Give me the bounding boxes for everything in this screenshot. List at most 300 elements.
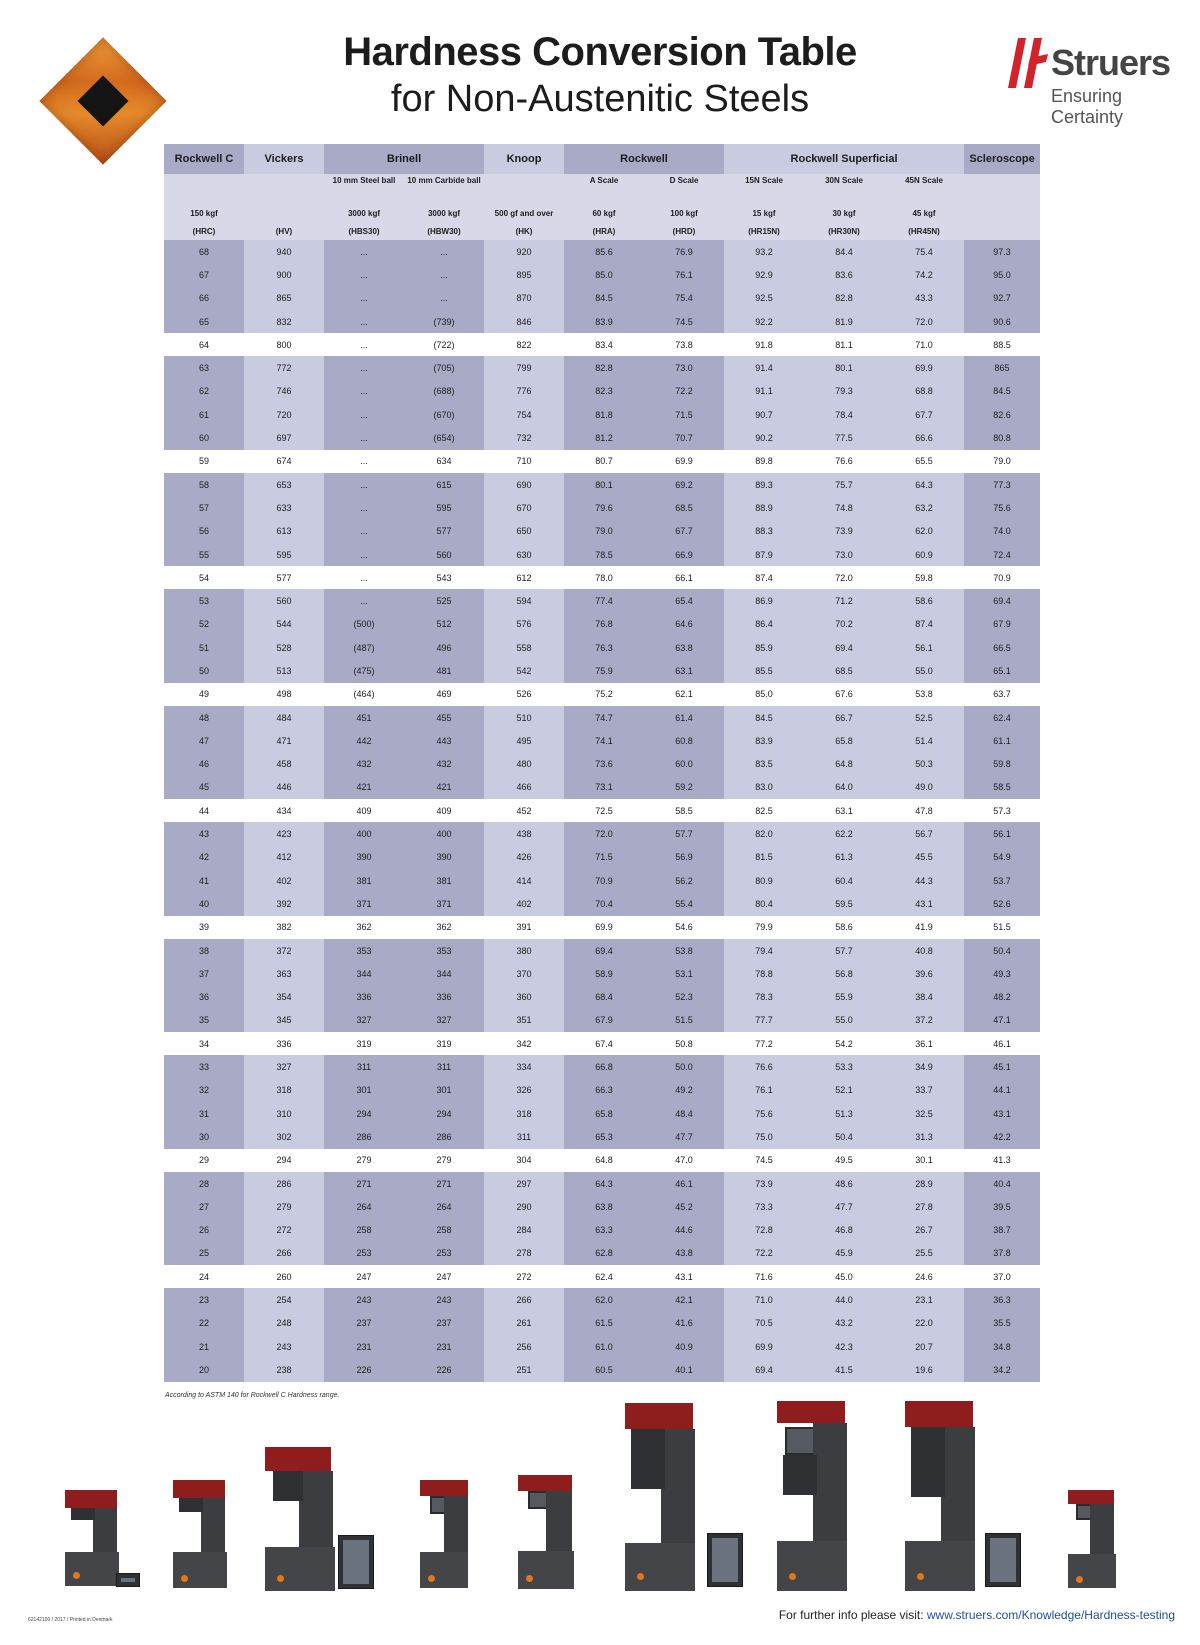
table-cell: 72.2 — [644, 380, 724, 403]
table-cell: 279 — [244, 1195, 324, 1218]
brand-tagline: Ensuring Certainty — [1051, 86, 1124, 127]
table-cell: (654) — [404, 426, 484, 449]
hardness-tester-image — [1068, 1490, 1116, 1592]
table-cell: 64.8 — [804, 753, 884, 776]
table-cell: 61.5 — [564, 1312, 644, 1335]
subheader-a-scale: A Scale — [564, 174, 644, 204]
table-cell: 68 — [164, 240, 244, 263]
table-cell: 67.9 — [564, 1009, 644, 1032]
table-cell: 271 — [404, 1172, 484, 1195]
table-cell: (464) — [324, 683, 404, 706]
table-cell: ... — [404, 240, 484, 263]
table-cell: 48.4 — [644, 1102, 724, 1125]
table-cell: 75.4 — [644, 287, 724, 310]
table-cell: 66.1 — [644, 566, 724, 589]
table-cell: 55.9 — [804, 986, 884, 1009]
table-cell: 84.5 — [724, 706, 804, 729]
table-cell: 58.5 — [644, 799, 724, 822]
hardness-tester-image — [65, 1490, 120, 1590]
table-cell: 66.8 — [564, 1055, 644, 1078]
table-cell: 543 — [404, 566, 484, 589]
table-row — [164, 822, 1040, 845]
table-row — [164, 962, 1040, 985]
table-cell: 633 — [244, 496, 324, 519]
table-cell: 46 — [164, 753, 244, 776]
load-cell: 30 kgf — [804, 204, 884, 222]
table-cell: 400 — [404, 822, 484, 845]
table-cell: 27.8 — [884, 1195, 964, 1218]
table-cell: 23.1 — [884, 1288, 964, 1311]
table-cell: 297 — [484, 1172, 564, 1195]
unit-cell: (HV) — [244, 222, 324, 240]
table-cell: 68.5 — [804, 659, 884, 682]
table-cell: 92.7 — [964, 287, 1040, 310]
load-cell: 60 kgf — [564, 204, 644, 222]
unit-cell: (HRD) — [644, 222, 724, 240]
table-cell: 67.7 — [644, 520, 724, 543]
table-cell: 78.8 — [724, 962, 804, 985]
unit-cell: (HR45N) — [884, 222, 964, 240]
table-cell: 423 — [244, 822, 324, 845]
table-cell: 87.9 — [724, 543, 804, 566]
table-cell: 63.1 — [644, 659, 724, 682]
table-cell: 75.2 — [564, 683, 644, 706]
table-cell: 38 — [164, 939, 244, 962]
table-cell: 577 — [244, 566, 324, 589]
table-cell: 258 — [324, 1218, 404, 1241]
table-cell: 70.9 — [964, 566, 1040, 589]
table-cell: 51.5 — [644, 1009, 724, 1032]
table-cell: 63.1 — [804, 799, 884, 822]
table-cell: 382 — [244, 916, 324, 939]
table-row — [164, 799, 1040, 822]
table-cell: 67 — [164, 263, 244, 286]
table-cell: 576 — [484, 613, 564, 636]
table-cell: 59.8 — [964, 753, 1040, 776]
table-cell: 613 — [244, 520, 324, 543]
table-cell: 512 — [404, 613, 484, 636]
table-cell: 33.7 — [884, 1079, 964, 1102]
table-cell: 45 — [164, 776, 244, 799]
table-cell: 595 — [404, 496, 484, 519]
table-cell: 20 — [164, 1358, 244, 1381]
table-cell: 480 — [484, 753, 564, 776]
table-cell: 69.9 — [724, 1335, 804, 1358]
table-cell: 56.2 — [644, 869, 724, 892]
table-cell: 22.0 — [884, 1312, 964, 1335]
header-rockwell-superficial: Rockwell Superficial — [724, 144, 964, 174]
table-cell: 54.6 — [644, 916, 724, 939]
table-row — [164, 986, 1040, 1009]
table-cell: 400 — [324, 822, 404, 845]
table-cell: 52.1 — [804, 1079, 884, 1102]
table-cell: 82.0 — [724, 822, 804, 845]
table-cell: 74.5 — [724, 1149, 804, 1172]
table-row — [164, 1149, 1040, 1172]
table-cell: ... — [404, 287, 484, 310]
table-cell: 732 — [484, 426, 564, 449]
table-cell: 336 — [404, 986, 484, 1009]
unit-cell: (HK) — [484, 222, 564, 240]
table-cell: 42.1 — [644, 1288, 724, 1311]
table-cell: (475) — [324, 659, 404, 682]
table-cell: 69.9 — [564, 916, 644, 939]
table-row — [164, 426, 1040, 449]
table-cell: 51.5 — [964, 916, 1040, 939]
table-cell: 76.6 — [724, 1055, 804, 1078]
table-cell: 371 — [324, 892, 404, 915]
table-row — [164, 333, 1040, 356]
table-cell: 45.0 — [804, 1265, 884, 1288]
table-cell: 327 — [244, 1055, 324, 1078]
table-cell: 45.9 — [804, 1242, 884, 1265]
table-row — [164, 1288, 1040, 1311]
table-cell: 65.4 — [644, 589, 724, 612]
table-cell: 243 — [404, 1288, 484, 1311]
table-cell: 83.5 — [724, 753, 804, 776]
table-cell: 311 — [324, 1055, 404, 1078]
table-cell: 91.1 — [724, 380, 804, 403]
table-cell: 72.2 — [724, 1242, 804, 1265]
table-cell: 57.3 — [964, 799, 1040, 822]
table-cell: 865 — [244, 287, 324, 310]
table-cell: 746 — [244, 380, 324, 403]
table-cell: 37.2 — [884, 1009, 964, 1032]
table-cell: 83.9 — [564, 310, 644, 333]
table-cell: 55.0 — [804, 1009, 884, 1032]
table-cell: 82.5 — [724, 799, 804, 822]
table-cell: 86.4 — [724, 613, 804, 636]
table-cell: 82.8 — [564, 356, 644, 379]
table-cell: 362 — [404, 916, 484, 939]
table-cell: 414 — [484, 869, 564, 892]
table-cell: 40.1 — [644, 1358, 724, 1381]
table-cell: 65.8 — [804, 729, 884, 752]
table-cell: 264 — [324, 1195, 404, 1218]
table-cell: 55.4 — [644, 892, 724, 915]
table-cell: 258 — [404, 1218, 484, 1241]
table-cell: 66 — [164, 287, 244, 310]
load-cell: 15 kgf — [724, 204, 804, 222]
table-cell: 846 — [484, 310, 564, 333]
table-cell: 41.3 — [964, 1149, 1040, 1172]
table-cell: 272 — [244, 1218, 324, 1241]
table-row — [164, 1358, 1040, 1381]
table-row — [164, 287, 1040, 310]
table-cell: 71.2 — [804, 589, 884, 612]
table-cell: 75.4 — [884, 240, 964, 263]
table-cell: 69.2 — [644, 473, 724, 496]
table-cell: 311 — [404, 1055, 484, 1078]
table-cell: 451 — [324, 706, 404, 729]
table-cell: 64.6 — [644, 613, 724, 636]
table-cell: 336 — [244, 1032, 324, 1055]
table-cell: 63.8 — [564, 1195, 644, 1218]
table-cell: 40 — [164, 892, 244, 915]
table-cell: 560 — [244, 589, 324, 612]
table-cell: 865 — [964, 356, 1040, 379]
table-row — [164, 543, 1040, 566]
hardness-tester-image — [173, 1480, 227, 1592]
table-cell: 45.5 — [884, 846, 964, 869]
table-cell: 66.9 — [644, 543, 724, 566]
table-cell: 653 — [244, 473, 324, 496]
table-cell: 49.2 — [644, 1079, 724, 1102]
table-cell: 318 — [484, 1102, 564, 1125]
table-cell: 43.3 — [884, 287, 964, 310]
table-cell: 310 — [244, 1102, 324, 1125]
table-row — [164, 1055, 1040, 1078]
table-cell: 63.3 — [564, 1218, 644, 1241]
table-cell: 50.3 — [884, 753, 964, 776]
subheader-carbide-ball: 10 mm Carbide ball — [404, 174, 484, 204]
table-cell: 66.5 — [964, 636, 1040, 659]
table-cell: 526 — [484, 683, 564, 706]
table-cell: 63.2 — [884, 496, 964, 519]
table-cell: 65 — [164, 310, 244, 333]
table-cell: 82.6 — [964, 403, 1040, 426]
table-cell: 43.2 — [804, 1312, 884, 1335]
table-row — [164, 589, 1040, 612]
table-cell: 68.4 — [564, 986, 644, 1009]
table-cell: 294 — [244, 1149, 324, 1172]
table-cell: 615 — [404, 473, 484, 496]
table-cell: 28.9 — [884, 1172, 964, 1195]
table-cell: 50.0 — [644, 1055, 724, 1078]
table-cell: ... — [324, 287, 404, 310]
footer-info-link[interactable]: www.struers.com/Knowledge/Hardness-testing — [926, 1608, 1175, 1622]
table-cell: 438 — [484, 822, 564, 845]
table-cell: 371 — [404, 892, 484, 915]
table-cell: 75.7 — [804, 473, 884, 496]
table-cell: 710 — [484, 450, 564, 473]
table-cell: 354 — [244, 986, 324, 1009]
table-cell: 62.0 — [564, 1288, 644, 1311]
table-row — [164, 1125, 1040, 1148]
table-cell: 69.9 — [644, 450, 724, 473]
table-cell: 481 — [404, 659, 484, 682]
table-cell: 41.6 — [644, 1312, 724, 1335]
table-cell: 260 — [244, 1265, 324, 1288]
table-row — [164, 380, 1040, 403]
table-cell: 47.8 — [884, 799, 964, 822]
table-cell: 83.0 — [724, 776, 804, 799]
table-cell: 34.2 — [964, 1358, 1040, 1381]
table-cell: 56.1 — [884, 636, 964, 659]
table-cell: 69.4 — [564, 939, 644, 962]
table-cell: 409 — [324, 799, 404, 822]
table-cell: 363 — [244, 962, 324, 985]
print-code: 62142100 / 2017 / Printed in Denmark — [28, 1617, 113, 1623]
load-cell: 3000 kgf — [404, 204, 484, 222]
table-cell: 49.5 — [804, 1149, 884, 1172]
table-cell: 61.0 — [564, 1335, 644, 1358]
table-cell: 87.4 — [724, 566, 804, 589]
table-cell: 76.3 — [564, 636, 644, 659]
table-cell: 89.3 — [724, 473, 804, 496]
table-row — [164, 263, 1040, 286]
table-cell: 78.0 — [564, 566, 644, 589]
table-cell: 40.4 — [964, 1172, 1040, 1195]
table-cell: 326 — [484, 1079, 564, 1102]
table-cell: ... — [324, 240, 404, 263]
machine-lineup — [0, 1395, 1200, 1605]
table-row — [164, 240, 1040, 263]
table-cell: 78.4 — [804, 403, 884, 426]
table-cell: 49 — [164, 683, 244, 706]
table-cell: 231 — [324, 1335, 404, 1358]
table-cell: ... — [324, 333, 404, 356]
table-cell: 80.8 — [964, 426, 1040, 449]
table-row — [164, 1312, 1040, 1335]
table-row — [164, 846, 1040, 869]
table-cell: 78.3 — [724, 986, 804, 1009]
table-cell: 498 — [244, 683, 324, 706]
table-cell: 48.6 — [804, 1172, 884, 1195]
table-cell: 90.2 — [724, 426, 804, 449]
table-cell: 776 — [484, 380, 564, 403]
table-cell: 895 — [484, 263, 564, 286]
table-cell: 442 — [324, 729, 404, 752]
unit-cell — [964, 222, 1040, 240]
table-cell: 60.5 — [564, 1358, 644, 1381]
table-cell: 800 — [244, 333, 324, 356]
table-cell: 67.9 — [964, 613, 1040, 636]
table-cell: 48.2 — [964, 986, 1040, 1009]
table-cell: 558 — [484, 636, 564, 659]
table-cell: 301 — [404, 1079, 484, 1102]
table-cell: 85.5 — [724, 659, 804, 682]
table-cell: 421 — [404, 776, 484, 799]
table-cell: 286 — [244, 1172, 324, 1195]
table-cell: 73.0 — [804, 543, 884, 566]
table-cell: 74.8 — [804, 496, 884, 519]
table-cell: 92.5 — [724, 287, 804, 310]
table-cell: 53.1 — [644, 962, 724, 985]
table-cell: 261 — [484, 1312, 564, 1335]
table-cell: 47 — [164, 729, 244, 752]
table-cell: 650 — [484, 520, 564, 543]
table-cell: (500) — [324, 613, 404, 636]
table-cell: 49.3 — [964, 962, 1040, 985]
table-cell: 630 — [484, 543, 564, 566]
table-row — [164, 776, 1040, 799]
table-cell: 70.2 — [804, 613, 884, 636]
table-cell: 74.7 — [564, 706, 644, 729]
table-cell: 458 — [244, 753, 324, 776]
table-cell: 50.4 — [964, 939, 1040, 962]
table-cell: ... — [324, 310, 404, 333]
table-cell: 674 — [244, 450, 324, 473]
table-cell: ... — [324, 473, 404, 496]
table-cell: 284 — [484, 1218, 564, 1241]
table-cell: 51.3 — [804, 1102, 884, 1125]
subheader-15n-scale: 15N Scale — [724, 174, 804, 204]
table-cell: 31 — [164, 1102, 244, 1125]
table-row — [164, 473, 1040, 496]
table-row — [164, 403, 1040, 426]
subheader-steel-ball: 10 mm Steel ball — [324, 174, 404, 204]
table-cell: 452 — [484, 799, 564, 822]
load-cell: 45 kgf — [884, 204, 964, 222]
table-cell: 32.5 — [884, 1102, 964, 1125]
table-cell: 67.7 — [884, 403, 964, 426]
table-cell: 266 — [484, 1288, 564, 1311]
table-cell: 466 — [484, 776, 564, 799]
table-cell: 70.4 — [564, 892, 644, 915]
table-cell: 57.7 — [644, 822, 724, 845]
table-cell: 58.9 — [564, 962, 644, 985]
table-cell: 61 — [164, 403, 244, 426]
logo-diamond — [40, 38, 166, 164]
table-cell: 69.4 — [724, 1358, 804, 1381]
table-cell: 73.3 — [724, 1195, 804, 1218]
table-cell: 65.1 — [964, 659, 1040, 682]
table-cell: 82.3 — [564, 380, 644, 403]
page-subtitle: for Non-Austenitic Steels — [390, 78, 810, 120]
table-cell: ... — [324, 566, 404, 589]
table-cell: 75.0 — [724, 1125, 804, 1148]
table-cell: 63.8 — [644, 636, 724, 659]
table-cell: 54.2 — [804, 1032, 884, 1055]
table-cell: 390 — [404, 846, 484, 869]
table-cell: 43 — [164, 822, 244, 845]
table-cell: 56.7 — [884, 822, 964, 845]
table-cell: 45.2 — [644, 1195, 724, 1218]
table-cell: 61.1 — [964, 729, 1040, 752]
table-cell: 30.1 — [884, 1149, 964, 1172]
subheader-30n-scale: 30N Scale — [804, 174, 884, 204]
table-cell: 90.7 — [724, 403, 804, 426]
table-cell: 80.7 — [564, 450, 644, 473]
table-cell: 40.8 — [884, 939, 964, 962]
table-row — [164, 1079, 1040, 1102]
table-cell: 34.8 — [964, 1335, 1040, 1358]
table-cell: 53.3 — [804, 1055, 884, 1078]
table-cell: 402 — [484, 892, 564, 915]
table-cell: 47.1 — [964, 1009, 1040, 1032]
table-cell: 56.8 — [804, 962, 884, 985]
table-cell: 80.4 — [724, 892, 804, 915]
table-cell: 327 — [324, 1009, 404, 1032]
table-cell: 70.5 — [724, 1312, 804, 1335]
table-cell: 446 — [244, 776, 324, 799]
table-cell: 90.6 — [964, 310, 1040, 333]
table-row — [164, 916, 1040, 939]
table-cell: 253 — [324, 1242, 404, 1265]
table-cell: 83.6 — [804, 263, 884, 286]
table-cell: 372 — [244, 939, 324, 962]
table-cell: 57 — [164, 496, 244, 519]
table-cell: 24.6 — [884, 1265, 964, 1288]
table-cell: 80.1 — [564, 473, 644, 496]
struers-mark-icon — [1008, 38, 1048, 88]
table-cell: 77.7 — [724, 1009, 804, 1032]
table-cell: 22 — [164, 1312, 244, 1335]
table-cell: 74.1 — [564, 729, 644, 752]
table-cell: 72.4 — [964, 543, 1040, 566]
table-cell: 93.2 — [724, 240, 804, 263]
table-cell: 24 — [164, 1265, 244, 1288]
table-cell: 65.3 — [564, 1125, 644, 1148]
table-cell: 81.8 — [564, 403, 644, 426]
astm-note: According to ASTM 140 for Rockwell C Hardness range. — [165, 1392, 340, 1399]
table-cell: 19.6 — [884, 1358, 964, 1381]
table-row — [164, 1032, 1040, 1055]
table-cell: 68.5 — [644, 496, 724, 519]
table-row — [164, 753, 1040, 776]
table-row — [164, 1195, 1040, 1218]
